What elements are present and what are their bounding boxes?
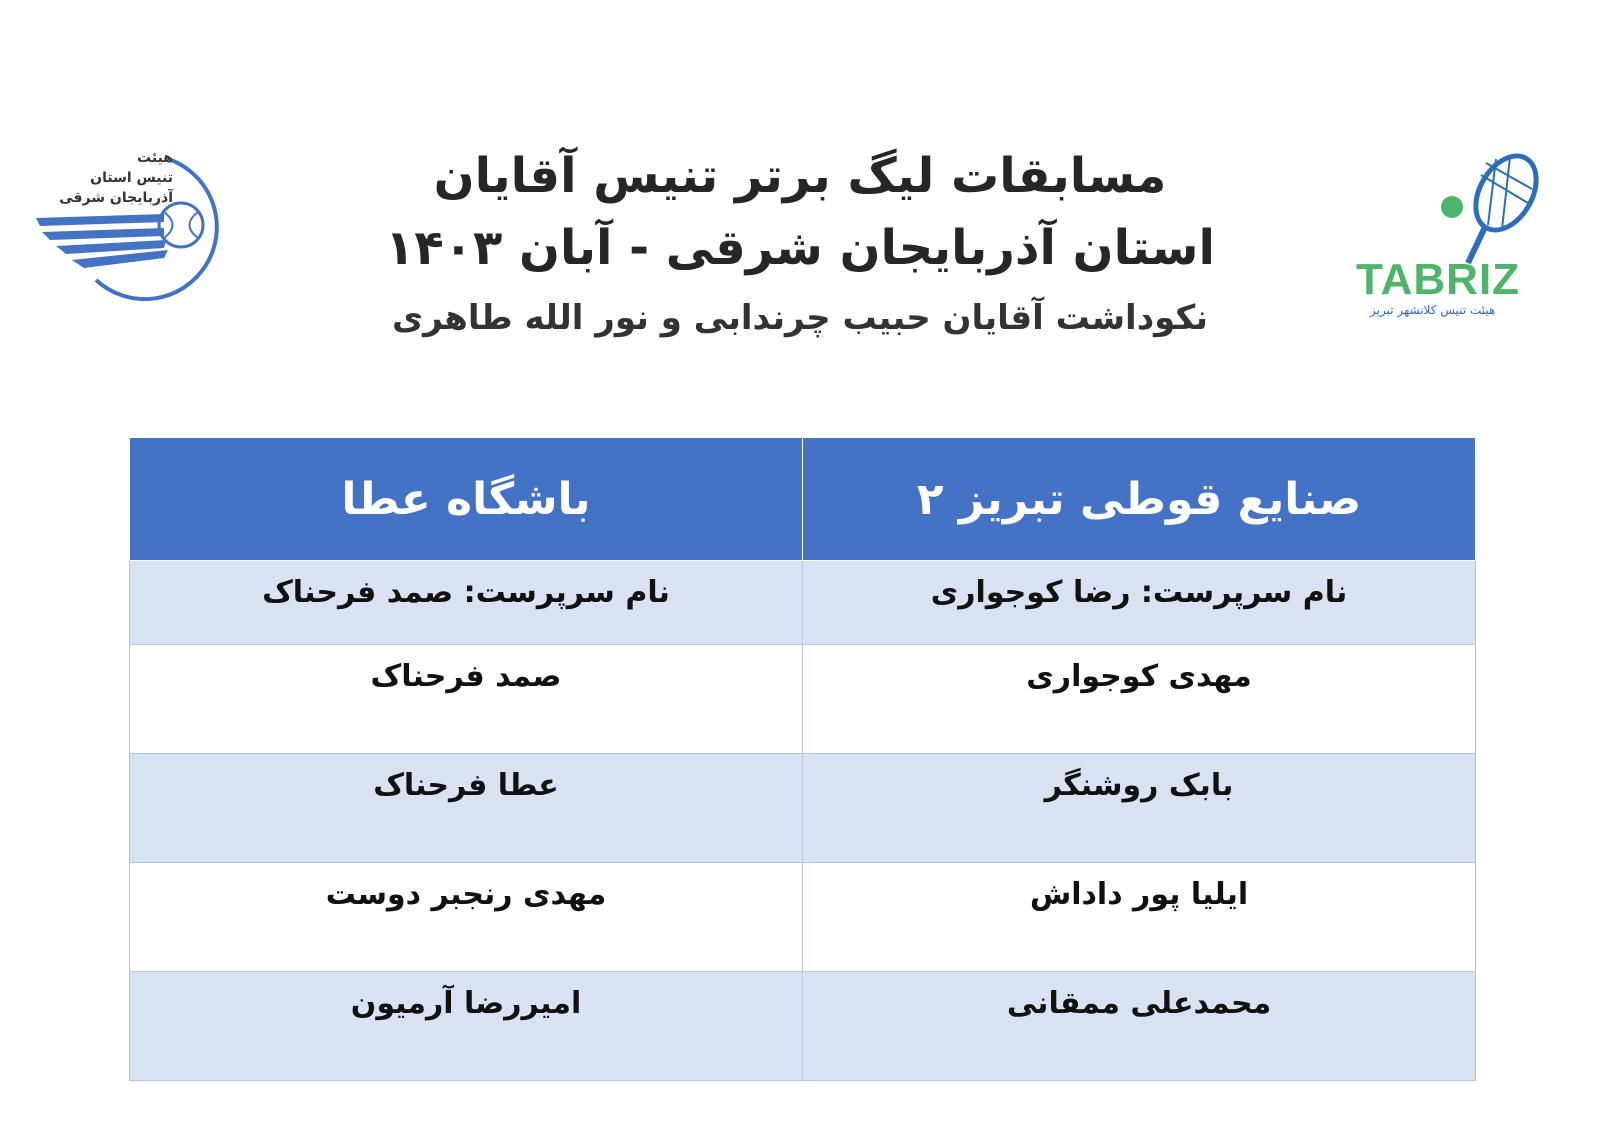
logo-left-line3: آذربایجان شرقی [59,190,173,206]
manager-home: نام سرپرست: رضا کوجواری [803,561,1476,645]
table-row [130,972,1476,1081]
team-name-home: صنایع قوطی تبریز ۲ [803,438,1476,561]
player-away: صمد فرحناک [130,645,803,754]
logo-left-line1: هیئت [137,150,173,166]
table-row [130,645,1476,754]
provincial-tennis-logo [36,140,251,315]
logo-left-text [59,148,173,208]
table-row [130,754,1476,863]
player-home: بابک روشنگر [803,754,1476,863]
page-title: مسابقات لیگ برتر تنیس آقایان [433,148,1167,204]
dedication-line: نکوداشت آقایان حبیب چرندابی و نور الله طاهری [392,298,1208,338]
player-home: محمدعلی ممقانی [803,972,1476,1081]
table-row [130,863,1476,972]
manager-row [130,561,1476,645]
team-roster-table [129,437,1476,1081]
player-away: عطا فرحناک [130,754,803,863]
tabriz-brand-text: TABRIZ [1356,255,1521,304]
manager-away: نام سرپرست: صمد فرحناک [130,561,803,645]
player-away: مهدی رنجبر دوست [130,863,803,972]
player-away: امیررضا آرمیون [130,972,803,1081]
team-header-row [130,438,1476,561]
tabriz-brand-subtitle: هیئت تنیس کلانشهر تبریز [1370,303,1496,317]
logo-left-line2: تنیس استان [90,170,173,186]
team-name-away: باشگاه عطا [130,438,803,561]
page-subtitle: استان آذربایجان شرقی - آبان ۱۴۰۳ [385,220,1215,276]
page-title-block [300,140,1300,348]
player-home: مهدی کوجواری [803,645,1476,754]
tennis-racket-icon [1356,145,1556,265]
tabriz-tennis-logo [1356,145,1556,315]
player-home: ایلیا پور داداش [803,863,1476,972]
